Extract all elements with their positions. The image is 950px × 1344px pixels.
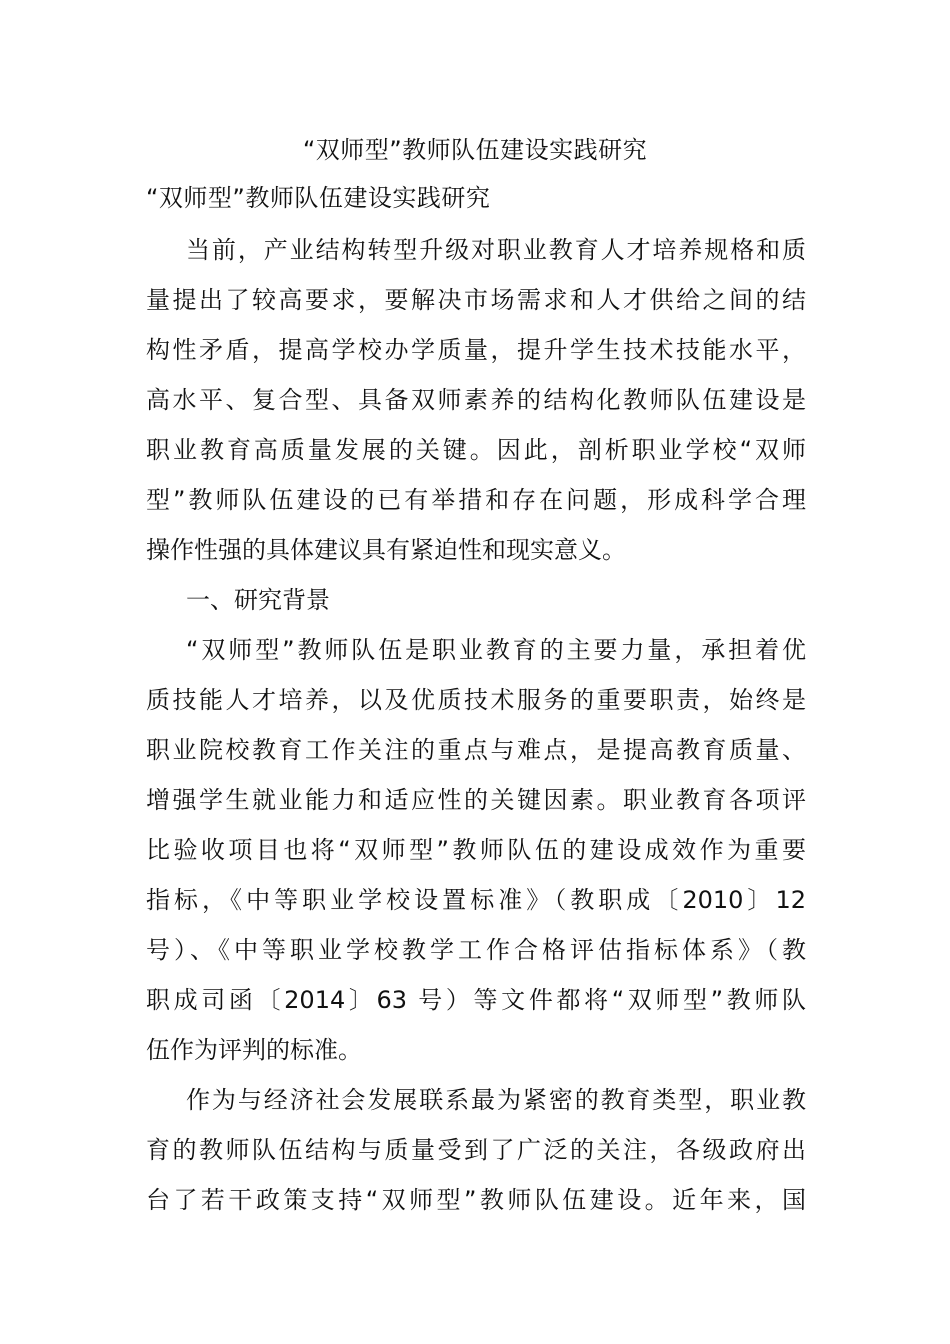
paragraph-line: 职业教育高质量发展的关键。因此，剖析职业学校“双师 <box>146 436 806 464</box>
paragraph-line: 台了若干政策支持“双师型”教师队伍建设。近年来，国 <box>146 1186 806 1214</box>
paragraph-line: 构性矛盾，提高学校办学质量，提升学生技术技能水平， <box>146 336 806 364</box>
paragraph-line: 量提出了较高要求，要解决市场需求和人才供给之间的结 <box>146 286 806 314</box>
document-title: “双师型”教师队伍建设实践研究 <box>302 136 648 164</box>
paragraph-line: 比验收项目也将“双师型”教师队伍的建设成效作为重要 <box>146 836 806 864</box>
paragraph-line: 质技能人才培养，以及优质技术服务的重要职责，始终是 <box>146 686 806 714</box>
section-heading: 一、研究背景 <box>186 586 330 614</box>
paragraph-line: 伍作为评判的标准。 <box>146 1036 362 1064</box>
paragraph-line: 号）、《中等职业学校教学工作合格评估指标体系》（教 <box>146 936 806 964</box>
paragraph-line: 作为与经济社会发展联系最为紧密的教育类型，职业教 <box>186 1086 806 1114</box>
paragraph-line: 指标，《中等职业学校设置标准》（教职成〔2010〕12 <box>146 886 806 914</box>
paragraph-line: 增强学生就业能力和适应性的关键因素。职业教育各项评 <box>146 786 806 814</box>
paragraph-line: 职业院校教育工作关注的重点与难点，是提高教育质量、 <box>146 736 806 764</box>
document-subtitle: “双师型”教师队伍建设实践研究 <box>146 184 491 212</box>
paragraph-line: 高水平、复合型、具备双师素养的结构化教师队伍建设是 <box>146 386 806 414</box>
paragraph-line: 型”教师队伍建设的已有举措和存在问题，形成科学合理 <box>146 486 806 514</box>
paragraph-line: 当前，产业结构转型升级对职业教育人才培养规格和质 <box>186 236 806 264</box>
paragraph-line: 职成司函〔2014〕63 号）等文件都将“双师型”教师队 <box>146 986 806 1014</box>
paragraph-line: “双师型”教师队伍是职业教育的主要力量，承担着优 <box>186 636 806 664</box>
paragraph-line: 操作性强的具体建议具有紧迫性和现实意义。 <box>146 536 626 564</box>
paragraph-line: 育的教师队伍结构与质量受到了广泛的关注，各级政府出 <box>146 1136 806 1164</box>
